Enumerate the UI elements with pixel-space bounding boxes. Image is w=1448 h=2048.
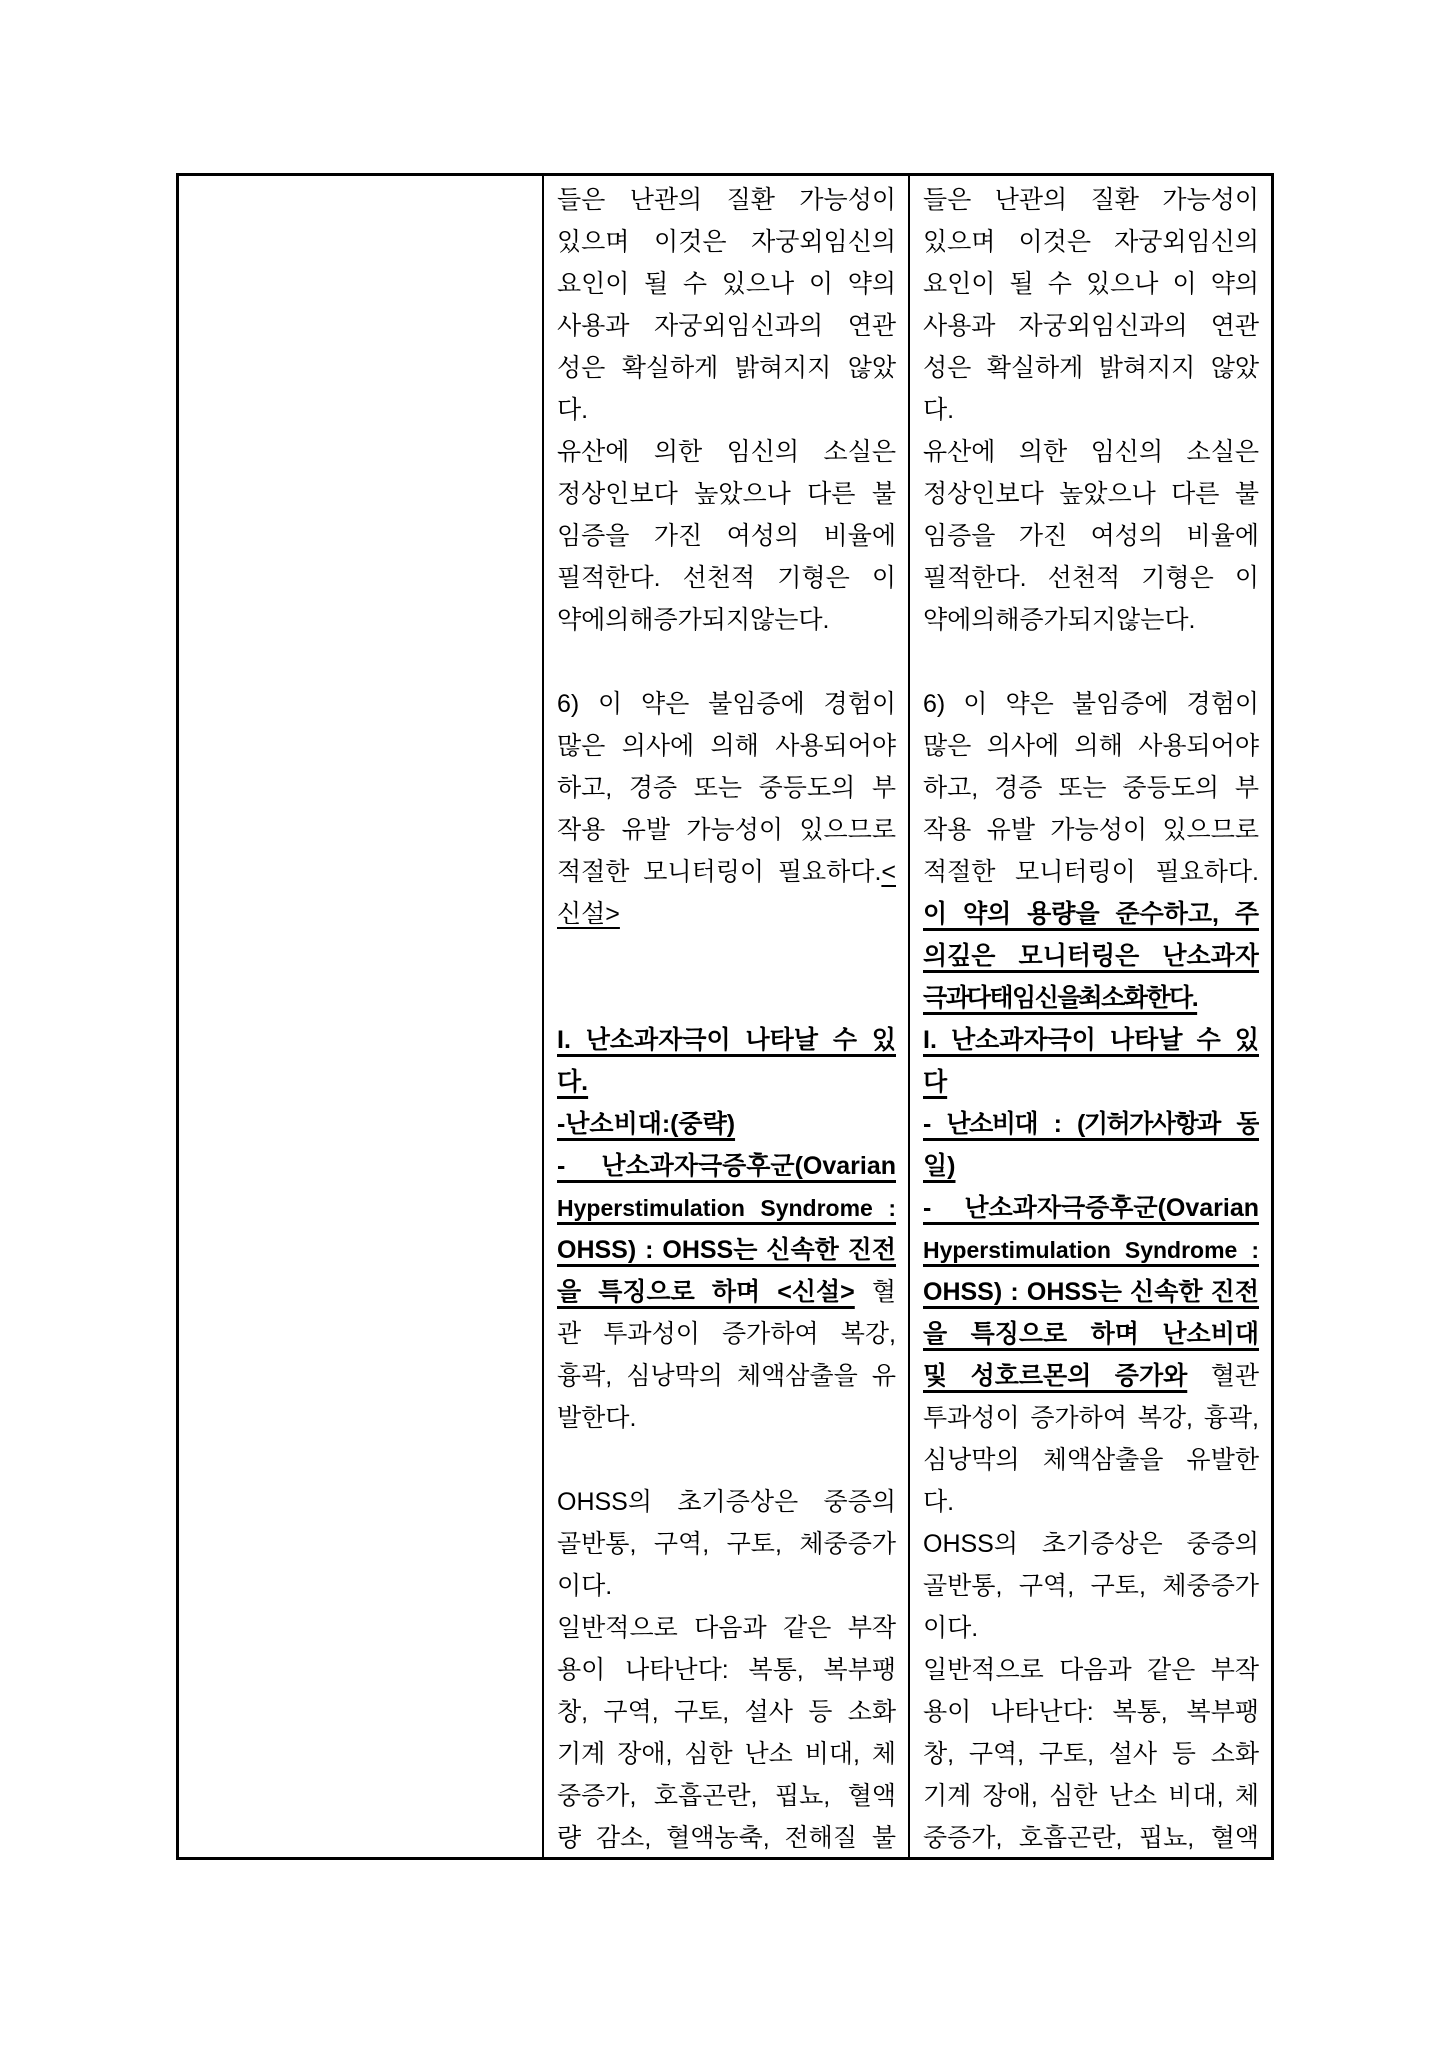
text-line xyxy=(923,1313,1259,1355)
text-line xyxy=(923,809,1259,851)
text-line xyxy=(923,935,1259,977)
text-line xyxy=(923,1565,1259,1607)
text-line xyxy=(557,1145,896,1187)
text-segment: 관 투과성이 증가하여 복강, xyxy=(557,1320,896,1348)
text-line xyxy=(557,767,896,809)
text-line xyxy=(923,263,1259,305)
text-line xyxy=(923,1439,1259,1481)
text-line xyxy=(557,557,896,599)
text-line xyxy=(557,1019,896,1061)
text-segment: OHSS의 초기증상은 중증의 xyxy=(923,1530,1259,1558)
text-segment: 약에 의해 증가되지 않는다. xyxy=(923,606,1196,634)
text-line xyxy=(557,389,896,431)
text-segment: 유산에 의한 임신의 소실은 xyxy=(557,438,896,466)
text-segment: 투과성이 증가하여 복강, 흉곽, xyxy=(923,1404,1259,1432)
text-segment: 있으며 이것은 자궁외임신의 xyxy=(557,228,896,256)
text-segment: 골반통, 구역, 구토, 체중증가 xyxy=(923,1572,1259,1600)
text-line xyxy=(923,1691,1259,1733)
revised-text-segment: 및 성호르몬의 증가와 xyxy=(923,1362,1188,1390)
text-segment: 임증을 가진 여성의 비율에 xyxy=(923,522,1259,550)
text-line xyxy=(557,1397,896,1439)
text-line xyxy=(923,725,1259,767)
text-segment: 이다. xyxy=(923,1614,979,1642)
text-line xyxy=(557,1187,896,1229)
text-line xyxy=(923,179,1259,221)
text-line xyxy=(923,431,1259,473)
text-line xyxy=(923,515,1259,557)
text-segment: 필적한다. 선천적 기형은 이 xyxy=(557,564,896,592)
text-line xyxy=(557,221,896,263)
text-line xyxy=(923,389,1259,431)
text-segment: 작용 유발 가능성이 있으므로 xyxy=(923,816,1259,844)
text-segment: 적절한 모니터링이 필요하다. xyxy=(557,858,882,886)
text-line xyxy=(923,1187,1259,1229)
text-line xyxy=(557,1271,896,1313)
text-segment: 용이 나타난다: 복통, 복부팽 xyxy=(923,1698,1259,1726)
text-line xyxy=(923,1775,1259,1817)
text-segment: 요인이 될 수 있으나 이 약의 xyxy=(923,270,1259,298)
text-line xyxy=(923,473,1259,515)
blank-line xyxy=(557,935,896,977)
text-segment: 정상인보다 높았으나 다른 불 xyxy=(557,480,896,508)
text-line xyxy=(923,1103,1259,1145)
text-segment: 정상인보다 높았으나 다른 불 xyxy=(923,480,1259,508)
underlined-text-segment: < xyxy=(881,858,896,886)
revised-text-segment: 극과 다태임신을 최소화한다. xyxy=(923,984,1198,1012)
text-segment: 요인이 될 수 있으나 이 약의 xyxy=(557,270,896,298)
text-segment: 중증가, 호흡곤란, 핍뇨, 혈액 xyxy=(557,1782,896,1810)
text-segment: 기계 장애, 심한 난소 비대, 체 xyxy=(923,1782,1259,1810)
text-segment: 유산에 의한 임신의 소실은 xyxy=(923,438,1259,466)
text-segment: 일반적으로 다음과 같은 부작 xyxy=(557,1614,896,1642)
text-segment: 작용 유발 가능성이 있으므로 xyxy=(557,816,896,844)
text-segment: 창, 구역, 구토, 설사 등 소화 xyxy=(557,1698,896,1726)
text-line xyxy=(557,1061,896,1103)
text-line xyxy=(923,1397,1259,1439)
text-segment: 성은 확실하게 밝혀지지 않았 xyxy=(923,354,1259,382)
blank-line xyxy=(557,641,896,683)
text-line xyxy=(923,1607,1259,1649)
text-line xyxy=(923,599,1259,641)
text-segment: 성은 확실하게 밝혀지지 않았 xyxy=(557,354,896,382)
text-segment: 하고, 경증 또는 중등도의 부 xyxy=(923,774,1259,802)
text-line xyxy=(923,347,1259,389)
text-segment: 일반적으로 다음과 같은 부작 xyxy=(923,1656,1259,1684)
text-line xyxy=(923,893,1259,935)
text-line xyxy=(923,1733,1259,1775)
text-segment: 기계 장애, 심한 난소 비대, 체 xyxy=(557,1740,896,1768)
revised-text-segment: OHSS) : OHSS는 신속한 진전 xyxy=(923,1278,1259,1306)
text-line xyxy=(923,1019,1259,1061)
revised-text-segment: 을 특징으로 하며 <신설> xyxy=(557,1278,855,1306)
text-line xyxy=(557,1355,896,1397)
revised-text-segment: - 난소비대 : (기허가사항과 동 xyxy=(923,1110,1259,1138)
text-segment: 혈관 xyxy=(1187,1362,1259,1390)
revised-text-segment: I. 난소과자극이 나타날 수 있 xyxy=(923,1026,1259,1054)
text-segment: 다. xyxy=(923,396,955,424)
text-line xyxy=(923,1061,1259,1103)
after-revision-cell xyxy=(908,176,1271,1857)
revised-text-segment: 일) xyxy=(923,1152,956,1180)
revised-text-segment: 을 특징으로 하며 난소비대 xyxy=(923,1320,1259,1348)
text-line xyxy=(923,221,1259,263)
text-line xyxy=(557,1649,896,1691)
revised-text-segment: 이 약의 용량을 준수하고, 주 xyxy=(923,900,1259,928)
revised-text-segment: - 난소과자극증후군(Ovarian xyxy=(923,1194,1259,1222)
text-line xyxy=(557,1313,896,1355)
label-column-cell xyxy=(179,176,542,1857)
text-line xyxy=(923,1817,1259,1857)
revised-text-segment: 다 xyxy=(923,1068,948,1096)
text-segment: 사용과 자궁외임신과의 연관 xyxy=(557,312,896,340)
text-line xyxy=(557,1607,896,1649)
text-line xyxy=(923,1145,1259,1187)
text-segment: OHSS의 초기증상은 중증의 xyxy=(557,1488,896,1516)
revision-comparison-table xyxy=(176,173,1274,1860)
text-segment: 적절한 모니터링이 필요하다. xyxy=(923,858,1259,886)
text-segment: 사용과 자궁외임신과의 연관 xyxy=(923,312,1259,340)
blank-line xyxy=(557,1439,896,1481)
text-segment: 골반통, 구역, 구토, 체중증가 xyxy=(557,1530,896,1558)
text-line xyxy=(923,1523,1259,1565)
text-line xyxy=(923,557,1259,599)
revised-text-segment: Hyperstimulation Syndrome : xyxy=(923,1237,1259,1263)
text-line xyxy=(557,893,896,935)
text-segment: 이다. xyxy=(557,1572,613,1600)
text-line xyxy=(557,431,896,473)
text-segment: 6) 이 약은 불임증에 경험이 xyxy=(923,690,1259,718)
revised-text-segment: Hyperstimulation Syndrome : xyxy=(557,1195,896,1221)
text-line xyxy=(923,1481,1259,1523)
text-line xyxy=(923,851,1259,893)
text-line xyxy=(557,1691,896,1733)
text-line xyxy=(557,1775,896,1817)
text-line xyxy=(557,347,896,389)
text-line xyxy=(557,851,896,893)
text-line xyxy=(923,1355,1259,1397)
text-segment: 들은 난관의 질환 가능성이 xyxy=(923,186,1259,214)
text-line xyxy=(923,977,1259,1019)
text-segment: 창, 구역, 구토, 설사 등 소화 xyxy=(923,1740,1259,1768)
blank-line xyxy=(923,641,1259,683)
blank-line xyxy=(557,977,896,1019)
text-line xyxy=(557,1481,896,1523)
text-segment: 들은 난관의 질환 가능성이 xyxy=(557,186,896,214)
text-segment: 많은 의사에 의해 사용되어야 xyxy=(557,732,896,760)
text-segment: 6) 이 약은 불임증에 경험이 xyxy=(557,690,896,718)
text-line xyxy=(557,515,896,557)
text-segment: 흉곽, 심낭막의 체액삼출을 유 xyxy=(557,1362,896,1390)
revised-text-segment: I. 난소과자극이 나타날 수 있 xyxy=(557,1026,896,1054)
text-line xyxy=(923,1229,1259,1271)
text-line xyxy=(557,305,896,347)
text-segment: 다. xyxy=(557,396,589,424)
revised-text-segment: - 난소과자극증후군(Ovarian xyxy=(557,1152,896,1180)
text-segment: 임증을 가진 여성의 비율에 xyxy=(557,522,896,550)
text-line xyxy=(923,305,1259,347)
text-line xyxy=(557,1103,896,1145)
text-segment: 발한다. xyxy=(557,1404,637,1432)
text-line xyxy=(923,683,1259,725)
text-segment: 있으며 이것은 자궁외임신의 xyxy=(923,228,1259,256)
text-line xyxy=(557,473,896,515)
text-line xyxy=(557,725,896,767)
text-line xyxy=(923,1271,1259,1313)
text-segment: 혈 xyxy=(854,1278,896,1306)
text-segment: 심낭막의 체액삼출을 유발한 xyxy=(923,1446,1259,1474)
text-line xyxy=(557,1565,896,1607)
text-segment: 필적한다. 선천적 기형은 이 xyxy=(923,564,1259,592)
underlined-text-segment: 신설> xyxy=(557,900,620,928)
text-line xyxy=(557,1523,896,1565)
text-segment: 약에 의해 증가되지 않는다. xyxy=(557,606,830,634)
text-line xyxy=(557,809,896,851)
text-segment: 많은 의사에 의해 사용되어야 xyxy=(923,732,1259,760)
text-segment: 량 감소, 혈액농축, 전해질 불 xyxy=(557,1824,896,1852)
revised-text-segment: 의깊은 모니터링은 난소과자 xyxy=(923,942,1259,970)
revised-text-segment: 다. xyxy=(557,1068,589,1096)
text-line xyxy=(557,599,896,641)
text-line xyxy=(557,263,896,305)
text-segment: 중증가, 호흡곤란, 핍뇨, 혈액 xyxy=(923,1824,1259,1852)
before-revision-cell xyxy=(542,176,908,1857)
text-line xyxy=(923,767,1259,809)
text-segment: 하고, 경증 또는 중등도의 부 xyxy=(557,774,896,802)
revised-text-segment: - 난소비대 : (중략) xyxy=(557,1110,736,1138)
revised-text-segment: OHSS) : OHSS는 신속한 진전 xyxy=(557,1236,896,1264)
text-line xyxy=(557,1733,896,1775)
text-segment: 용이 나타난다: 복통, 복부팽 xyxy=(557,1656,896,1684)
text-line xyxy=(557,1229,896,1271)
text-line xyxy=(557,1817,896,1857)
text-line xyxy=(557,683,896,725)
text-segment: 다. xyxy=(923,1488,955,1516)
text-line xyxy=(923,1649,1259,1691)
text-line xyxy=(557,179,896,221)
